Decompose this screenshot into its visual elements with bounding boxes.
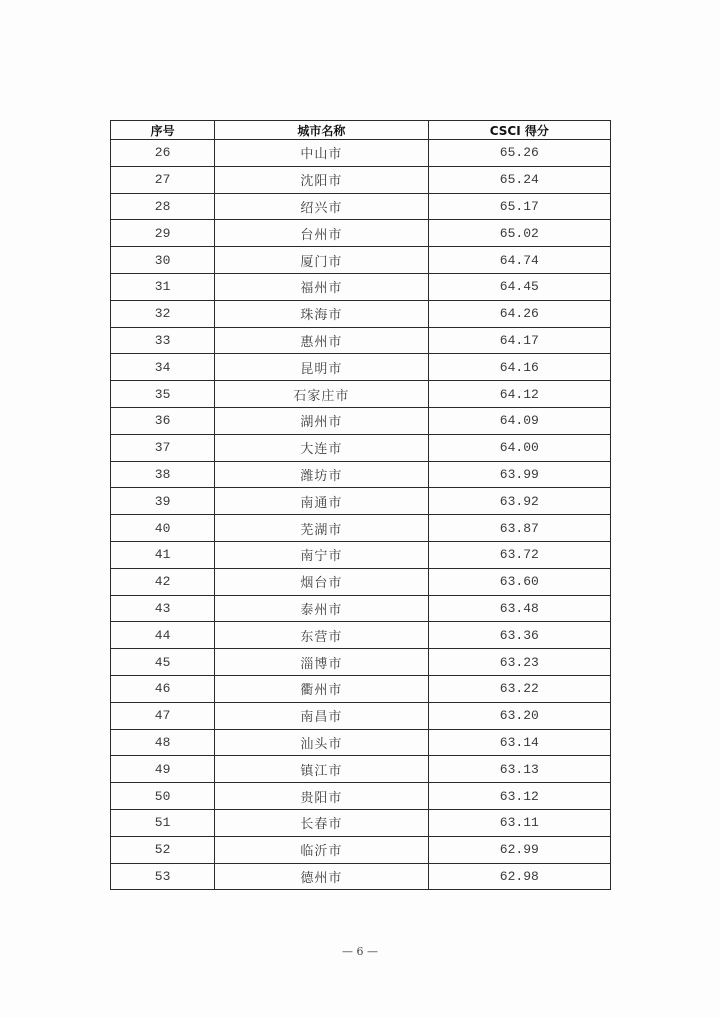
cell-city-name: 沈阳市 <box>215 166 428 193</box>
cell-rank-number: 30 <box>111 247 215 274</box>
cell-city-name: 惠州市 <box>215 327 428 354</box>
cell-city-name: 大连市 <box>215 434 428 461</box>
cell-csci-score: 64.00 <box>428 434 610 461</box>
cell-csci-score: 64.17 <box>428 327 610 354</box>
cell-csci-score: 65.26 <box>428 140 610 167</box>
cell-city-name: 厦门市 <box>215 247 428 274</box>
csci-ranking-table <box>110 120 611 890</box>
table-row <box>111 541 611 568</box>
cell-rank-number: 31 <box>111 273 215 300</box>
cell-csci-score: 64.26 <box>428 300 610 327</box>
cell-rank-number: 48 <box>111 729 215 756</box>
cell-city-name: 绍兴市 <box>215 193 428 220</box>
cell-city-name: 昆明市 <box>215 354 428 381</box>
cell-csci-score: 64.16 <box>428 354 610 381</box>
cell-city-name: 淄博市 <box>215 649 428 676</box>
cell-rank-number: 39 <box>111 488 215 515</box>
table-row <box>111 863 611 890</box>
cell-city-name: 福州市 <box>215 273 428 300</box>
cell-rank-number: 52 <box>111 836 215 863</box>
cell-csci-score: 65.17 <box>428 193 610 220</box>
cell-rank-number: 35 <box>111 381 215 408</box>
table-row <box>111 461 611 488</box>
table-body <box>111 140 611 890</box>
header-city: 城市名称 <box>215 121 428 140</box>
cell-rank-number: 26 <box>111 140 215 167</box>
cell-rank-number: 53 <box>111 863 215 890</box>
cell-csci-score: 64.09 <box>428 407 610 434</box>
cell-csci-score: 63.23 <box>428 649 610 676</box>
cell-rank-number: 50 <box>111 783 215 810</box>
cell-rank-number: 41 <box>111 541 215 568</box>
cell-rank-number: 49 <box>111 756 215 783</box>
table-row <box>111 434 611 461</box>
table-row <box>111 166 611 193</box>
table-row <box>111 407 611 434</box>
cell-csci-score: 63.12 <box>428 783 610 810</box>
table-row <box>111 809 611 836</box>
cell-csci-score: 63.20 <box>428 702 610 729</box>
cell-city-name: 芜湖市 <box>215 515 428 542</box>
cell-city-name: 台州市 <box>215 220 428 247</box>
cell-city-name: 德州市 <box>215 863 428 890</box>
table-row <box>111 649 611 676</box>
cell-city-name: 烟台市 <box>215 568 428 595</box>
table-row <box>111 568 611 595</box>
table-header-row <box>111 121 611 140</box>
cell-city-name: 贵阳市 <box>215 783 428 810</box>
cell-csci-score: 63.72 <box>428 541 610 568</box>
cell-city-name: 南昌市 <box>215 702 428 729</box>
table-row <box>111 675 611 702</box>
page-number: — 6 — <box>342 945 378 958</box>
cell-city-name: 潍坊市 <box>215 461 428 488</box>
table-row <box>111 702 611 729</box>
cell-csci-score: 64.45 <box>428 273 610 300</box>
cell-rank-number: 37 <box>111 434 215 461</box>
cell-rank-number: 34 <box>111 354 215 381</box>
cell-rank-number: 40 <box>111 515 215 542</box>
cell-csci-score: 63.11 <box>428 809 610 836</box>
cell-rank-number: 44 <box>111 622 215 649</box>
cell-csci-score: 63.92 <box>428 488 610 515</box>
cell-csci-score: 63.99 <box>428 461 610 488</box>
cell-city-name: 泰州市 <box>215 595 428 622</box>
cell-city-name: 衢州市 <box>215 675 428 702</box>
cell-city-name: 临沂市 <box>215 836 428 863</box>
cell-csci-score: 63.13 <box>428 756 610 783</box>
cell-city-name: 长春市 <box>215 809 428 836</box>
table-row <box>111 729 611 756</box>
cell-csci-score: 63.60 <box>428 568 610 595</box>
cell-csci-score: 63.22 <box>428 675 610 702</box>
table-row <box>111 140 611 167</box>
table-row <box>111 488 611 515</box>
cell-city-name: 东营市 <box>215 622 428 649</box>
table-row <box>111 381 611 408</box>
cell-csci-score: 63.87 <box>428 515 610 542</box>
table-row <box>111 273 611 300</box>
cell-rank-number: 32 <box>111 300 215 327</box>
table-row <box>111 836 611 863</box>
cell-rank-number: 45 <box>111 649 215 676</box>
cell-csci-score: 64.74 <box>428 247 610 274</box>
cell-city-name: 珠海市 <box>215 300 428 327</box>
cell-csci-score: 63.48 <box>428 595 610 622</box>
cell-rank-number: 38 <box>111 461 215 488</box>
cell-city-name: 石家庄市 <box>215 381 428 408</box>
cell-rank-number: 47 <box>111 702 215 729</box>
cell-city-name: 南宁市 <box>215 541 428 568</box>
cell-csci-score: 63.14 <box>428 729 610 756</box>
table-row <box>111 220 611 247</box>
cell-rank-number: 29 <box>111 220 215 247</box>
table-row <box>111 783 611 810</box>
table-row <box>111 193 611 220</box>
table-row <box>111 756 611 783</box>
cell-rank-number: 33 <box>111 327 215 354</box>
cell-city-name: 汕头市 <box>215 729 428 756</box>
cell-rank-number: 51 <box>111 809 215 836</box>
table-row <box>111 622 611 649</box>
table-row <box>111 595 611 622</box>
cell-city-name: 湖州市 <box>215 407 428 434</box>
header-no: 序号 <box>111 121 215 140</box>
cell-city-name: 南通市 <box>215 488 428 515</box>
cell-rank-number: 28 <box>111 193 215 220</box>
table-row <box>111 327 611 354</box>
table-row <box>111 515 611 542</box>
cell-city-name: 镇江市 <box>215 756 428 783</box>
header-score: CSCI 得分 <box>428 121 610 140</box>
cell-csci-score: 65.02 <box>428 220 610 247</box>
cell-rank-number: 36 <box>111 407 215 434</box>
cell-rank-number: 46 <box>111 675 215 702</box>
cell-rank-number: 42 <box>111 568 215 595</box>
cell-rank-number: 27 <box>111 166 215 193</box>
table-row <box>111 300 611 327</box>
cell-csci-score: 62.98 <box>428 863 610 890</box>
table-row <box>111 247 611 274</box>
cell-csci-score: 64.12 <box>428 381 610 408</box>
table-row <box>111 354 611 381</box>
cell-csci-score: 63.36 <box>428 622 610 649</box>
cell-csci-score: 62.99 <box>428 836 610 863</box>
cell-rank-number: 43 <box>111 595 215 622</box>
cell-city-name: 中山市 <box>215 140 428 167</box>
cell-csci-score: 65.24 <box>428 166 610 193</box>
